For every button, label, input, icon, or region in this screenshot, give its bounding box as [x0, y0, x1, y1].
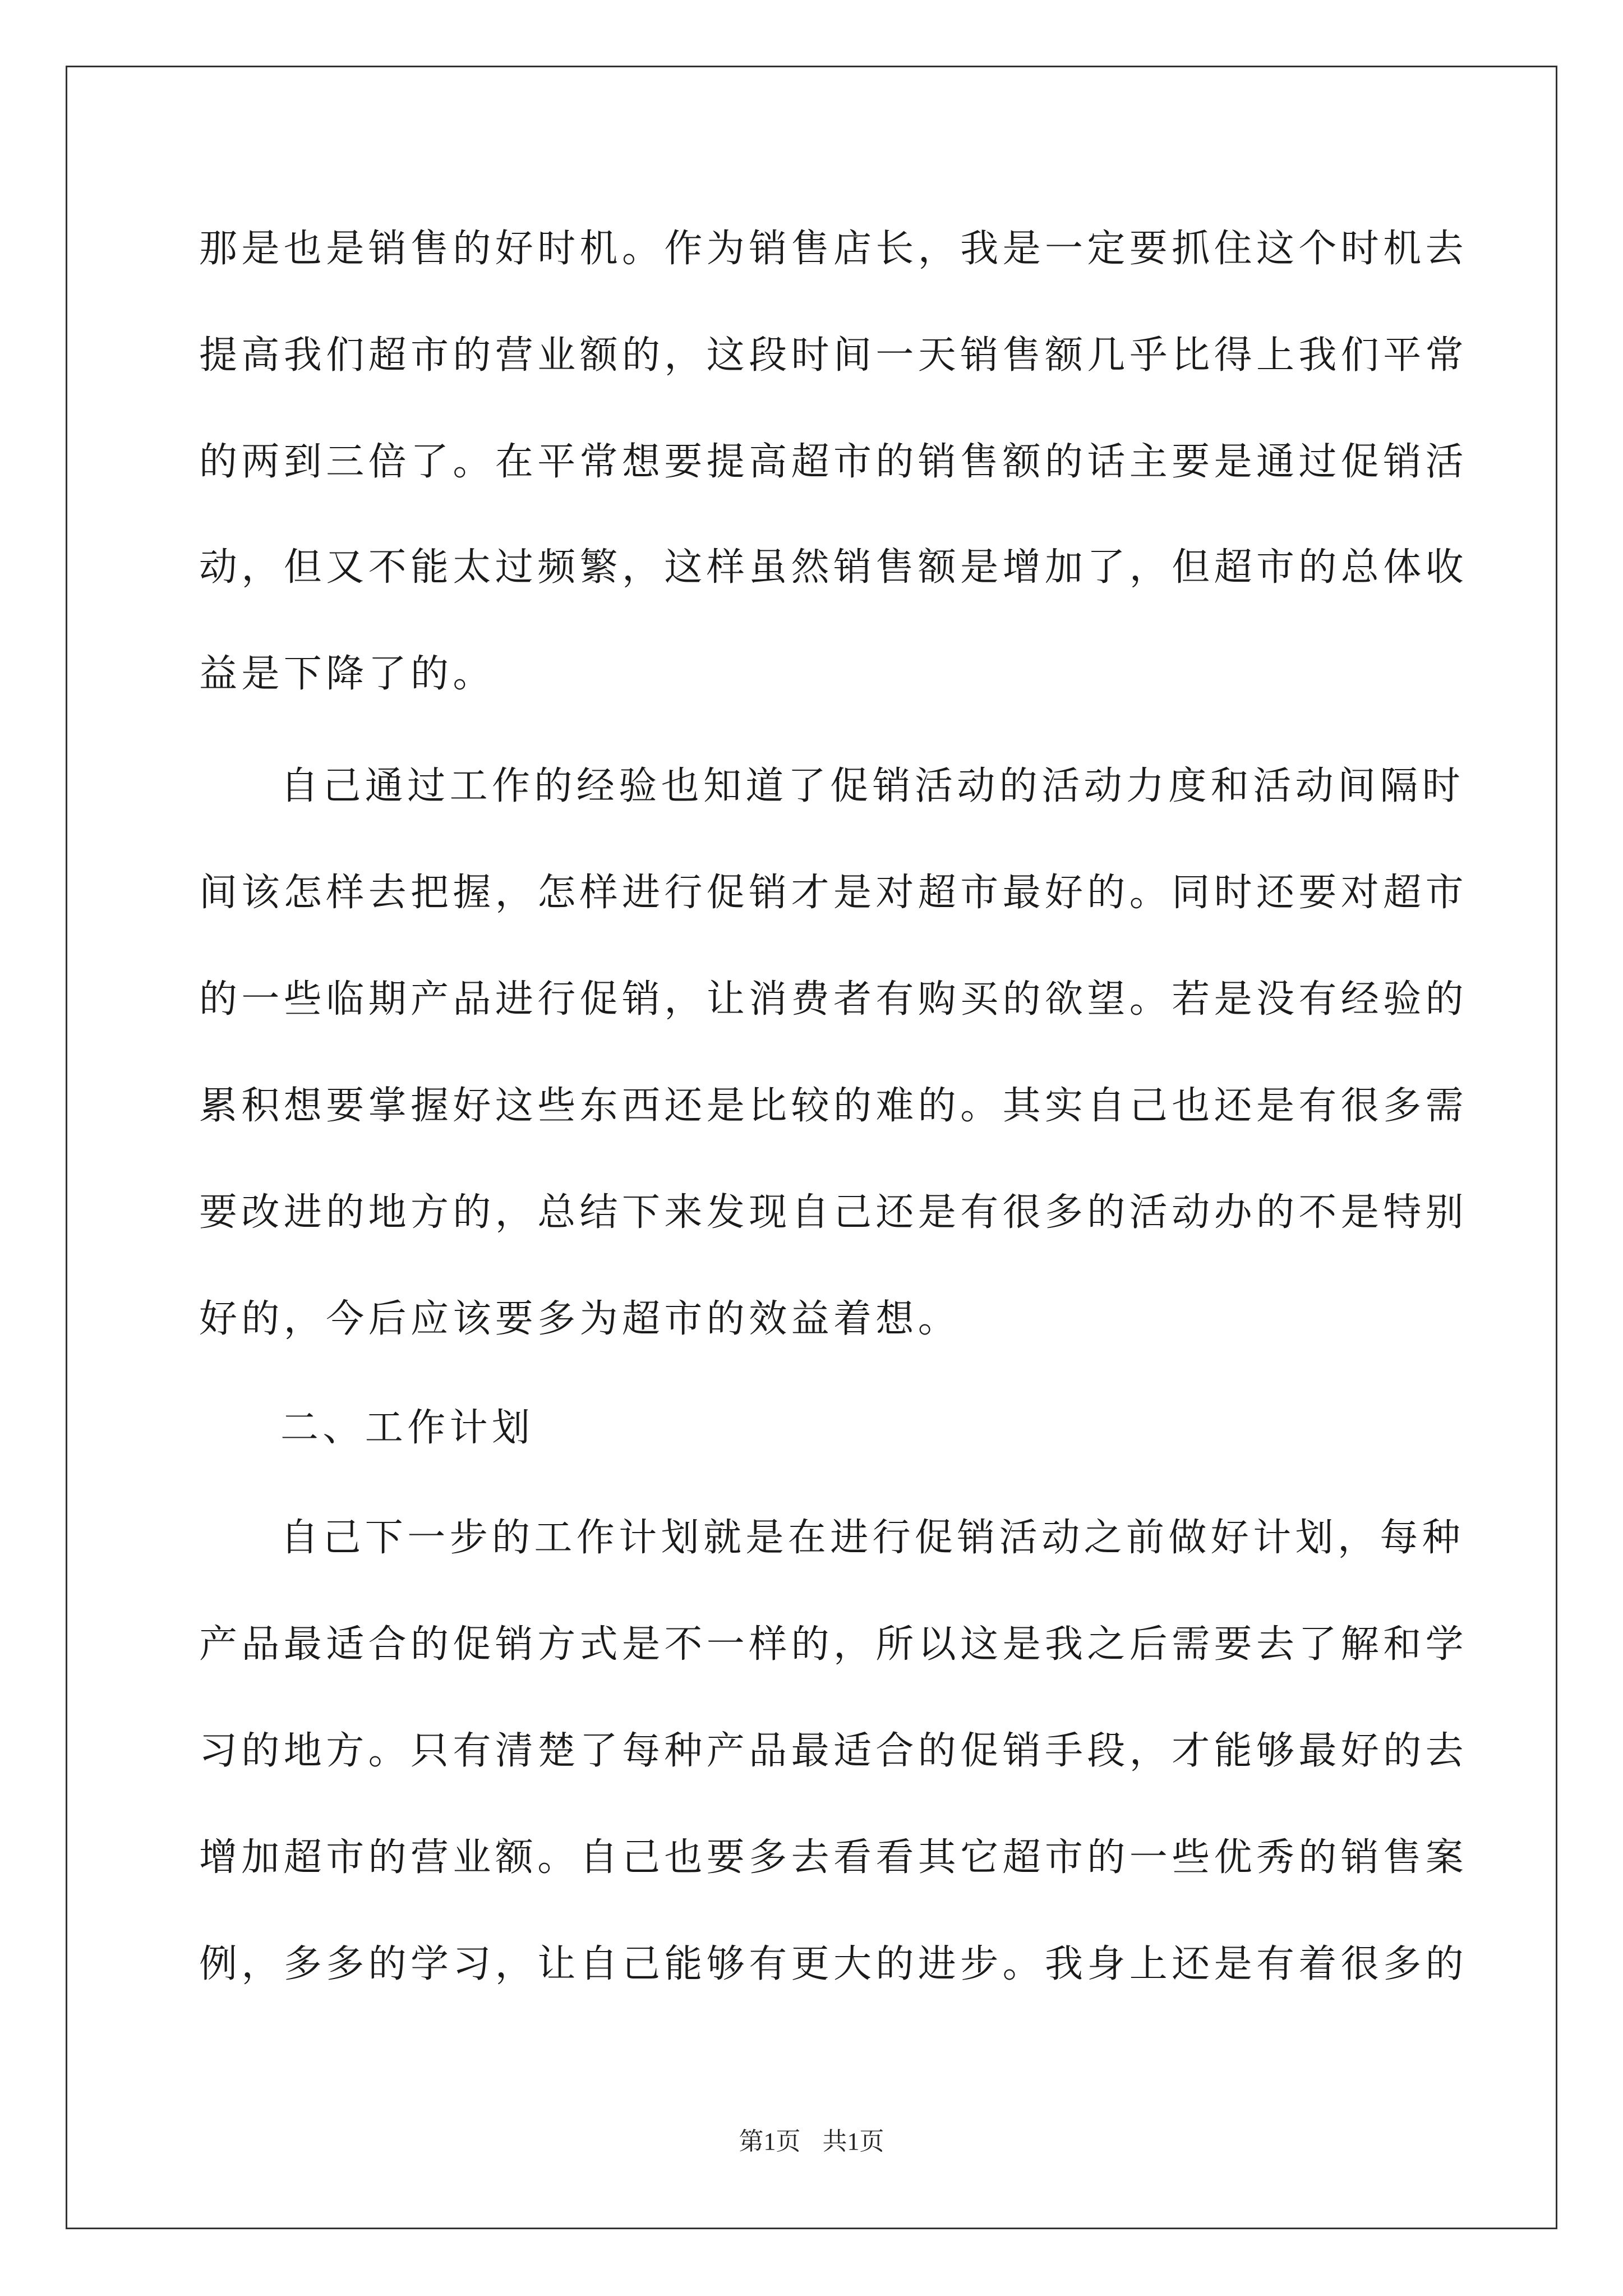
text-line: 的两到三倍了。在平常想要提高超市的销售额的话主要是通过促销活 [199, 440, 1468, 484]
text-line: 要改进的地方的，总结下来发现自己还是有很多的活动办的不是特别 [199, 1190, 1468, 1235]
text-line: 动，但又不能太过频繁，这样虽然销售额是增加了，但超市的总体收 [199, 545, 1468, 590]
text-line: 增加超市的营业额。自己也要多去看看其它超市的一些优秀的销售案 [199, 1835, 1468, 1880]
page-border [66, 66, 1557, 2229]
text-line: 累积想要掌握好这些东西还是比较的难的。其实自己也还是有很多需 [199, 1084, 1468, 1128]
page-footer [0, 2129, 1623, 2154]
text-line: 好的，今后应该要多为超市的效益着想。 [199, 1297, 961, 1341]
text-line: 的一些临期产品进行促销，让消费者有购买的欲望。若是没有经验的 [199, 977, 1468, 1022]
page-total: 共1页 [822, 2128, 884, 2155]
paragraph-first-line: 自己下一步的工作计划就是在进行促销活动之前做好计划，每种 [280, 1516, 1465, 1560]
text-line: 间该怎样去把握，怎样进行促销才是对超市最好的。同时还要对超市 [199, 871, 1468, 915]
text-line: 提高我们超市的营业额的，这段时间一天销售额几乎比得上我们平常 [199, 333, 1468, 378]
text-line: 那是也是销售的好时机。作为销售店长，我是一定要抓住这个时机去 [199, 227, 1468, 271]
text-line: 习的地方。只有清楚了每种产品最适合的促销手段，才能够最好的去 [199, 1729, 1468, 1773]
page-number: 第1页 [739, 2128, 801, 2155]
text-line: 例，多多的学习，让自己能够有更大的进步。我身上还是有着很多的 [199, 1942, 1468, 1986]
text-line: 益是下降了的。 [199, 652, 495, 696]
text-line: 产品最适合的促销方式是不一样的，所以这是我之后需要去了解和学 [199, 1622, 1468, 1667]
paragraph-first-line: 自己通过工作的经验也知道了促销活动的活动力度和活动间隔时 [280, 764, 1465, 808]
section-heading: 二、工作计划 [280, 1406, 534, 1450]
